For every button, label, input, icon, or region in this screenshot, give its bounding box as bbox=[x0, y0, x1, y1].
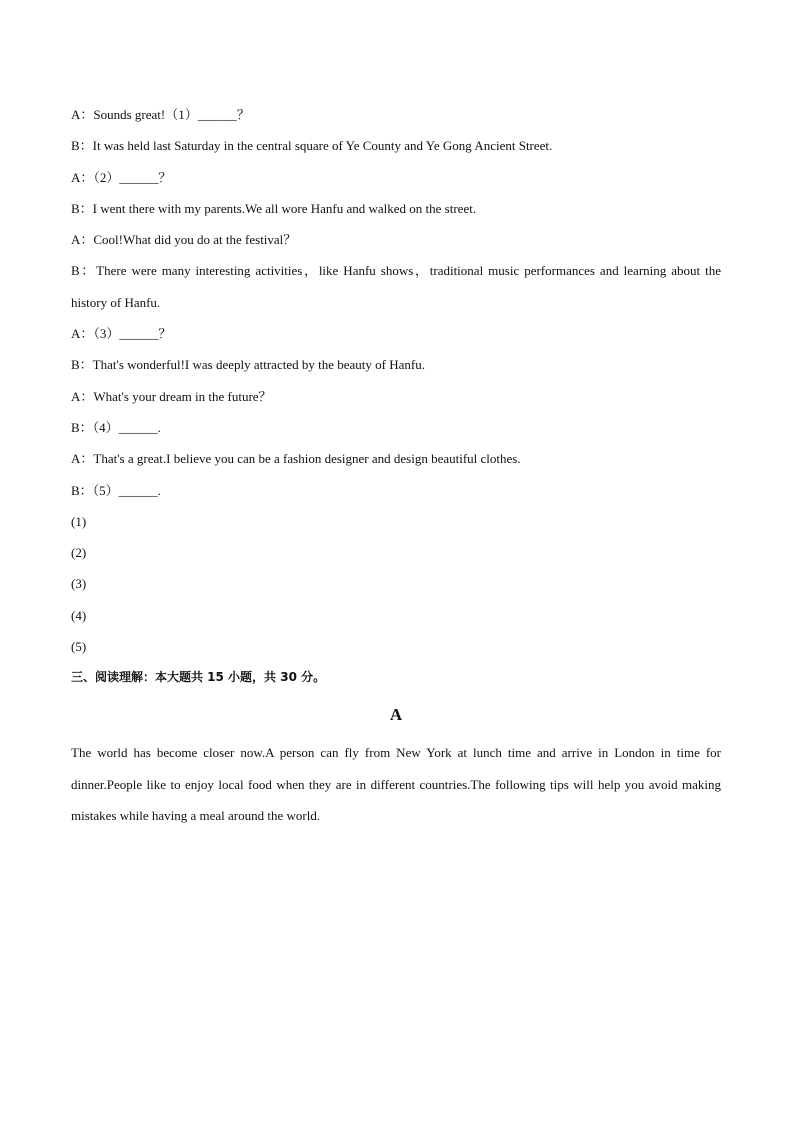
dialogue-text: （5）______. bbox=[92, 482, 161, 498]
speaker-label: A： bbox=[71, 169, 94, 185]
dialogue-text: I went there with my parents.We all wore Hanfu and walked on the street. bbox=[92, 200, 477, 216]
dialogue-text: （2）______？ bbox=[93, 169, 172, 185]
dialogue-text: There were many interesting activities，like Hanfu shows，traditional music performances and learning about the history of Hanfu. bbox=[71, 263, 722, 310]
dialogue-text: What's your dream in the future？ bbox=[93, 388, 272, 404]
section-heading: 三、阅读理解：本大题共 15 小题，共 30 分。 bbox=[71, 670, 326, 685]
dialogue-line bbox=[71, 99, 721, 130]
speaker-label: B： bbox=[71, 138, 93, 154]
speaker-label: B： bbox=[71, 357, 93, 373]
answer-line: (5) bbox=[71, 639, 87, 655]
dialogue bbox=[71, 99, 721, 506]
speaker-label: B： bbox=[71, 482, 93, 498]
dialogue-line bbox=[71, 412, 721, 443]
speaker-label: A： bbox=[71, 232, 94, 248]
dialogue-text: （4）______. bbox=[92, 419, 161, 435]
speaker-label: B： bbox=[71, 263, 97, 279]
passage-letter: A bbox=[389, 705, 403, 725]
dialogue-line bbox=[71, 130, 721, 161]
answer-line: (1) bbox=[71, 513, 87, 529]
speaker-label: A： bbox=[71, 107, 94, 122]
answer-line: (2) bbox=[71, 545, 87, 561]
dialogue-text: That's wonderful!I was deeply attracted by the beauty of Hanfu. bbox=[92, 357, 425, 373]
page-content bbox=[71, 99, 721, 831]
dialogue-line bbox=[71, 255, 721, 318]
speaker-label: A： bbox=[71, 388, 94, 404]
dialogue-line bbox=[71, 193, 721, 224]
dialogue-line bbox=[71, 224, 721, 255]
speaker-label: B： bbox=[71, 200, 93, 216]
dialogue-line bbox=[71, 475, 721, 506]
dialogue-line bbox=[71, 318, 721, 349]
dialogue-text: （3）______？ bbox=[93, 326, 172, 342]
passage-paragraph: The world has become closer now.A person can fly from New York at lunch time and arrive in London in time for dinner.People like to enjoy local food when they are in different countries.The following tips will help you avoid making mistakes while having a meal around the world. bbox=[71, 745, 721, 823]
dialogue-text: Sounds great!（1）______？ bbox=[93, 107, 250, 122]
answer-line: (3) bbox=[71, 576, 87, 592]
dialogue-text: That's a great.I believe you can be a fashion designer and design beautiful clothes. bbox=[93, 451, 521, 467]
dialogue-line bbox=[71, 349, 721, 380]
dialogue-text: It was held last Saturday in the central square of Ye County and Ye Gong Ancient Street. bbox=[92, 138, 553, 154]
answer-line: (4) bbox=[71, 607, 87, 623]
dialogue-line bbox=[71, 381, 721, 412]
speaker-label: A： bbox=[71, 451, 94, 467]
speaker-label: B： bbox=[71, 419, 93, 435]
speaker-label: A： bbox=[71, 326, 94, 342]
answer-lines bbox=[71, 506, 721, 662]
dialogue-line bbox=[71, 162, 721, 193]
dialogue-text: Cool!What did you do at the festival？ bbox=[93, 232, 297, 248]
dialogue-line bbox=[71, 443, 721, 474]
